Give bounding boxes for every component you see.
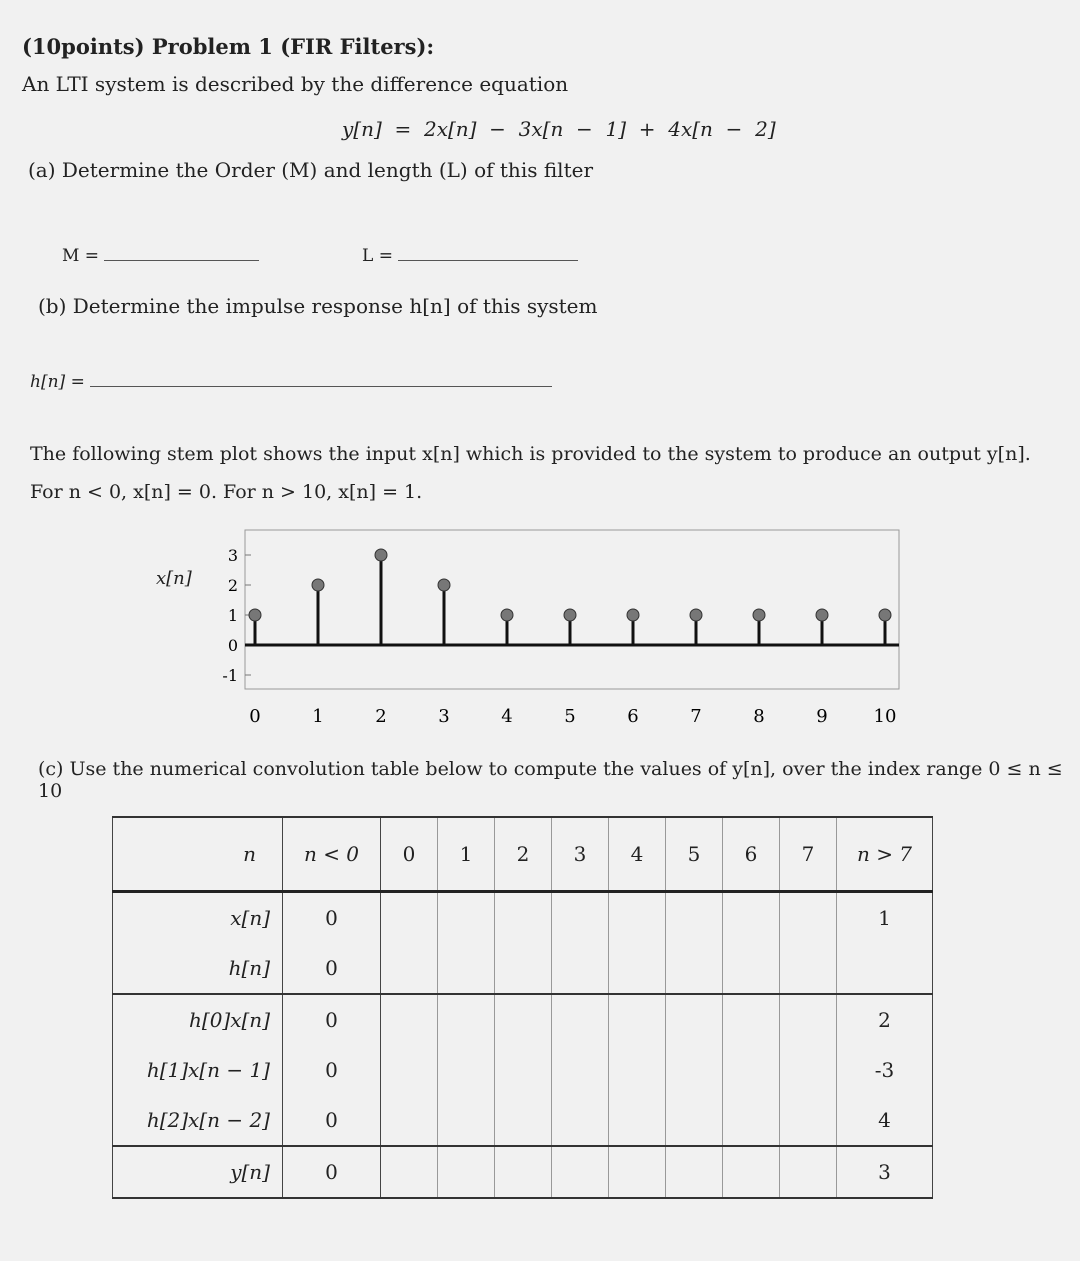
y-tick-label: 1 <box>227 606 238 625</box>
cell-n-gt-7 <box>837 943 933 994</box>
table-header-cell: 0 <box>381 817 438 892</box>
m-label: M = <box>62 246 100 266</box>
blank-cell[interactable] <box>495 1095 552 1146</box>
blank-cell[interactable] <box>780 1146 837 1198</box>
part-c-question: (c) Use the numerical convolution table below to compute the values of y[n], over the index range 0 ≤ n ≤ 10 <box>38 758 1063 802</box>
m-answer-row <box>62 242 259 266</box>
blank-cell[interactable] <box>495 892 552 944</box>
stem-marker <box>816 609 828 621</box>
blank-cell[interactable] <box>666 1045 723 1095</box>
x-tick-label: 6 <box>627 706 639 727</box>
convolution-table <box>112 816 933 1199</box>
table-row <box>113 943 933 994</box>
blank-cell[interactable] <box>552 892 609 944</box>
table-row <box>113 1095 933 1146</box>
cell-n-gt-7: 1 <box>837 892 933 944</box>
blank-cell[interactable] <box>609 892 666 944</box>
blank-cell[interactable] <box>438 892 495 944</box>
blank-cell[interactable] <box>381 1095 438 1146</box>
blank-cell[interactable] <box>495 1045 552 1095</box>
stem-marker <box>312 579 324 591</box>
table-row <box>113 1146 933 1198</box>
row-label: h[2]x[n − 2] <box>113 1095 283 1146</box>
x-tick-label: 4 <box>501 706 513 727</box>
table-row <box>113 892 933 944</box>
blank-cell[interactable] <box>723 994 780 1045</box>
table-header-cell: n < 0 <box>283 817 381 892</box>
table-header-cell: 6 <box>723 817 780 892</box>
blank-cell[interactable] <box>552 943 609 994</box>
cell-n-gt-7: 4 <box>837 1095 933 1146</box>
x-tick-label: 9 <box>816 706 828 727</box>
h-label: h[n] = <box>30 372 85 392</box>
blank-cell[interactable] <box>552 1095 609 1146</box>
table-header-cell: 4 <box>609 817 666 892</box>
y-tick-label: 2 <box>227 576 238 595</box>
blank-cell[interactable] <box>609 1045 666 1095</box>
blank-cell[interactable] <box>723 943 780 994</box>
blank-cell[interactable] <box>723 1045 780 1095</box>
table-header-cell: n > 7 <box>837 817 933 892</box>
stem-plot <box>150 520 910 740</box>
y-tick-label: 0 <box>227 636 238 655</box>
x-tick-label: 1 <box>312 706 324 727</box>
row-label: y[n] <box>113 1146 283 1198</box>
m-answer-blank[interactable] <box>104 242 259 261</box>
row-label: h[1]x[n − 1] <box>113 1045 283 1095</box>
row-label: x[n] <box>113 892 283 944</box>
blank-cell[interactable] <box>552 1146 609 1198</box>
blank-cell[interactable] <box>495 1146 552 1198</box>
blank-cell[interactable] <box>381 994 438 1045</box>
row-label: h[0]x[n] <box>113 994 283 1045</box>
y-tick-label: -1 <box>222 666 238 685</box>
cell-n-lt-0: 0 <box>283 1095 381 1146</box>
cell-n-lt-0: 0 <box>283 1146 381 1198</box>
problem-intro: An LTI system is described by the difference equation <box>22 72 569 96</box>
blank-cell[interactable] <box>381 943 438 994</box>
blank-cell[interactable] <box>438 1095 495 1146</box>
blank-cell[interactable] <box>723 1146 780 1198</box>
table-header-cell: n <box>113 817 283 892</box>
cell-n-lt-0: 0 <box>283 943 381 994</box>
blank-cell[interactable] <box>609 943 666 994</box>
x-tick-label: 3 <box>438 706 450 727</box>
blank-cell[interactable] <box>780 1095 837 1146</box>
l-answer-row <box>362 242 578 266</box>
table-row <box>113 1045 933 1095</box>
blank-cell[interactable] <box>438 943 495 994</box>
stem-conditions: For n < 0, x[n] = 0. For n > 10, x[n] = 1. <box>30 481 423 503</box>
blank-cell[interactable] <box>609 1095 666 1146</box>
h-answer-row <box>30 368 552 392</box>
blank-cell[interactable] <box>723 1095 780 1146</box>
row-label: h[n] <box>113 943 283 994</box>
part-a-question: (a) Determine the Order (M) and length (L) of this filter <box>28 158 593 182</box>
blank-cell[interactable] <box>495 994 552 1045</box>
blank-cell[interactable] <box>381 892 438 944</box>
stem-marker <box>564 609 576 621</box>
blank-cell[interactable] <box>666 892 723 944</box>
blank-cell[interactable] <box>438 1146 495 1198</box>
l-label: L = <box>362 246 393 266</box>
stem-marker <box>375 549 387 561</box>
stem-marker <box>690 609 702 621</box>
x-tick-label: 10 <box>873 706 897 727</box>
x-tick-label: 7 <box>690 706 702 727</box>
blank-cell[interactable] <box>552 994 609 1045</box>
cell-n-lt-0: 0 <box>283 892 381 944</box>
stem-marker <box>879 609 891 621</box>
blank-cell[interactable] <box>438 994 495 1045</box>
blank-cell[interactable] <box>780 1045 837 1095</box>
y-tick-label: 3 <box>227 546 238 565</box>
table-header-cell: 2 <box>495 817 552 892</box>
stem-marker <box>249 609 261 621</box>
table-header-cell: 5 <box>666 817 723 892</box>
cell-n-gt-7: 2 <box>837 994 933 1045</box>
table-header-cell: 7 <box>780 817 837 892</box>
cell-n-lt-0: 0 <box>283 1045 381 1095</box>
table-header-row <box>113 817 933 892</box>
blank-cell[interactable] <box>780 892 837 944</box>
blank-cell[interactable] <box>780 994 837 1045</box>
stem-marker <box>438 579 450 591</box>
cell-n-gt-7: 3 <box>837 1146 933 1198</box>
blank-cell[interactable] <box>780 943 837 994</box>
x-tick-label: 2 <box>375 706 387 727</box>
stem-marker <box>627 609 639 621</box>
part-b-question: (b) Determine the impulse response h[n] of this system <box>38 294 598 318</box>
difference-equation: y[n] = 2x[n] − 3x[n − 1] + 4x[n − 2] <box>342 117 776 141</box>
table-row <box>113 994 933 1045</box>
blank-cell[interactable] <box>609 1146 666 1198</box>
blank-cell[interactable] <box>381 1146 438 1198</box>
x-tick-label: 0 <box>249 706 261 727</box>
blank-cell[interactable] <box>723 892 780 944</box>
table-header-cell: 1 <box>438 817 495 892</box>
y-axis-label: x[n] <box>156 568 192 589</box>
stem-marker <box>501 609 513 621</box>
h-answer-blank[interactable] <box>90 368 552 387</box>
x-tick-label: 8 <box>753 706 765 727</box>
blank-cell[interactable] <box>495 943 552 994</box>
cell-n-lt-0: 0 <box>283 994 381 1045</box>
stem-description: The following stem plot shows the input x[n] which is provided to the system to produce an output y[n]. <box>30 443 1031 465</box>
l-answer-blank[interactable] <box>398 242 578 261</box>
stem-marker <box>753 609 765 621</box>
problem-title: (10points) Problem 1 (FIR Filters): <box>22 34 435 59</box>
blank-cell[interactable] <box>666 943 723 994</box>
blank-cell[interactable] <box>666 994 723 1045</box>
blank-cell[interactable] <box>666 1095 723 1146</box>
blank-cell[interactable] <box>552 1045 609 1095</box>
blank-cell[interactable] <box>609 994 666 1045</box>
blank-cell[interactable] <box>666 1146 723 1198</box>
blank-cell[interactable] <box>381 1045 438 1095</box>
x-tick-label: 5 <box>564 706 576 727</box>
table-header-cell: 3 <box>552 817 609 892</box>
cell-n-gt-7: -3 <box>837 1045 933 1095</box>
blank-cell[interactable] <box>438 1045 495 1095</box>
